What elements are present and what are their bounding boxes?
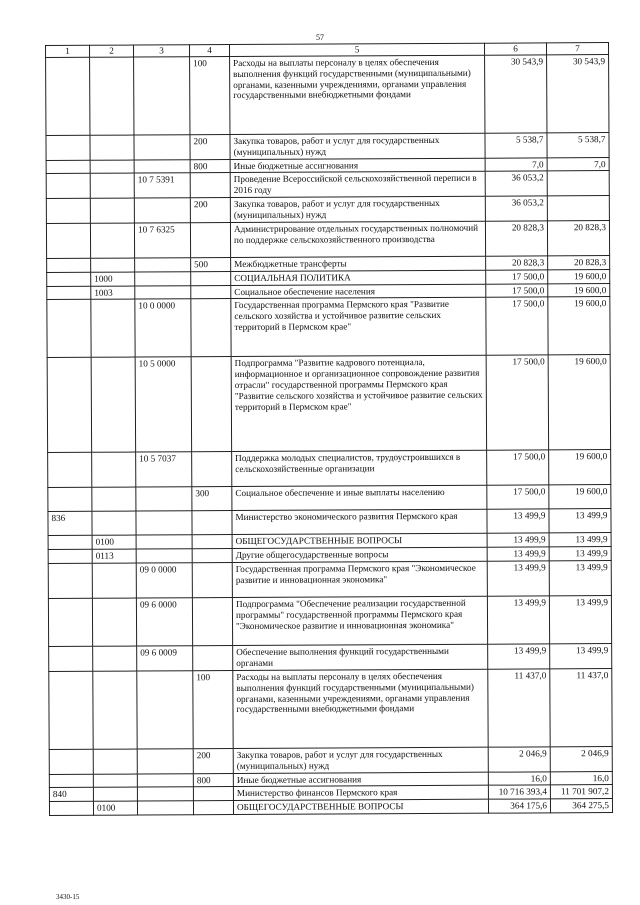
- target-code-cell: 10 7 6325: [134, 223, 190, 258]
- item-name-cell: Администрирование отдельных государственных полномочий по поддержке сельскохозяйственного производства: [230, 221, 485, 257]
- amount-col6-cell: 20 828,3: [485, 221, 547, 256]
- section-code-cell: 0100: [93, 801, 137, 815]
- table-row: [47, 355, 610, 453]
- amount-col7-cell: 13 499,9: [549, 533, 611, 547]
- section-code-cell: 1003: [91, 286, 135, 300]
- amount-col6-cell: 2 046,9: [488, 747, 550, 772]
- amount-col6-cell: 17 500,0: [486, 355, 548, 450]
- page-number: 57: [316, 33, 324, 42]
- item-name-cell: Социальное обеспечение и иные выплаты населению: [232, 486, 487, 511]
- expense-type-cell: 100: [193, 670, 233, 748]
- target-code-cell: [136, 535, 192, 549]
- table-row: [49, 746, 612, 774]
- target-code-cell: 09 0 0000: [136, 563, 192, 598]
- item-name-cell: Иные бюджетные ассигнования: [233, 772, 488, 787]
- ministry-code-cell: [46, 135, 90, 160]
- target-code-cell: [137, 671, 193, 749]
- amount-col6-cell: 13 499,9: [487, 547, 549, 561]
- item-name-cell: Социальное обеспечение населения: [231, 284, 486, 299]
- table-row: [48, 509, 611, 536]
- table-row: [48, 485, 611, 512]
- table-row: [47, 297, 610, 358]
- amount-col7-cell: 13 499,9: [549, 547, 611, 561]
- ministry-code-cell: [49, 671, 93, 749]
- section-code-cell: [92, 511, 136, 535]
- amount-col6-cell: 20 828,3: [486, 256, 548, 270]
- ministry-code-cell: [48, 453, 92, 488]
- header-col-7: 7: [546, 43, 608, 55]
- amount-col6-cell: 13 499,9: [487, 533, 549, 547]
- item-name-cell: Проведение Всероссийской сельскохозяйственной переписи в 2016 году: [230, 172, 485, 198]
- amount-col7-cell: 11 437,0: [550, 668, 612, 746]
- section-code-cell: [90, 198, 134, 223]
- expense-type-cell: [193, 787, 233, 801]
- target-code-cell: 09 6 0009: [137, 646, 193, 671]
- ministry-code-cell: [47, 286, 91, 300]
- target-code-cell: [135, 271, 191, 285]
- header-col-3: 3: [134, 45, 190, 57]
- ministry-code-cell: [46, 223, 90, 258]
- ministry-code-cell: [46, 198, 90, 223]
- amount-col6-cell: 13 499,9: [487, 509, 549, 533]
- ministry-code-cell: [48, 598, 92, 646]
- expense-type-cell: 100: [190, 56, 230, 134]
- amount-col6-cell: 11 437,0: [488, 669, 550, 747]
- amount-col7-cell: 19 600,0: [548, 283, 610, 297]
- amount-col6-cell: 17 500,0: [486, 270, 548, 284]
- item-name-cell: Закупка товаров, работ и услуг для государственных (муниципальных) нужд: [233, 747, 488, 773]
- expense-type-cell: 800: [190, 159, 230, 173]
- item-name-cell: Поддержка молодых специалистов, трудоустроившихся в сельскохозяйственные организации: [232, 451, 487, 487]
- table-row: [48, 561, 611, 599]
- expense-type-cell: 800: [193, 773, 233, 787]
- expense-type-cell: [190, 173, 230, 198]
- ministry-code-cell: [49, 802, 93, 816]
- ministry-code-cell: [49, 774, 93, 788]
- section-code-cell: [93, 646, 137, 671]
- amount-col7-cell: [547, 171, 609, 196]
- amount-col6-cell: 30 543,9: [485, 55, 547, 133]
- amount-col7-cell: 13 499,9: [549, 509, 611, 533]
- expense-type-cell: 200: [190, 198, 230, 223]
- section-code-cell: [91, 299, 135, 357]
- amount-col7-cell: 20 828,3: [548, 255, 610, 269]
- ministry-code-cell: 836: [48, 512, 92, 536]
- target-code-cell: [134, 135, 190, 160]
- amount-col7-cell: 364 275,5: [550, 799, 612, 813]
- amount-col6-cell: 7,0: [485, 157, 547, 171]
- table-row: [46, 132, 609, 160]
- target-code-cell: 10 0 0000: [135, 299, 191, 357]
- item-name-cell: Закупка товаров, работ и услуг для государственных (муниципальных) нужд: [230, 196, 485, 222]
- ministry-code-cell: [47, 358, 91, 453]
- amount-col7-cell: 11 701 907,2: [550, 785, 612, 799]
- amount-col6-cell: 13 499,9: [488, 644, 550, 669]
- item-name-cell: Министерство экономического развития Пермского края: [232, 510, 487, 535]
- amount-col7-cell: 20 828,3: [547, 220, 609, 255]
- table-row: [49, 668, 612, 749]
- footer-code: 3430-15: [56, 893, 80, 901]
- item-name-cell: Подпрограмма "Развитие кадрового потенциала, информационное и организационное сопровождение развития отрасли" государственной программы Пермского края "Развитие сельского хозяйства и устойчивое развитие сельских территорий в Пермском крае": [231, 356, 486, 452]
- amount-col7-cell: 7,0: [547, 157, 609, 171]
- amount-col7-cell: 19 600,0: [549, 450, 611, 485]
- target-code-cell: [135, 258, 191, 272]
- amount-col6-cell: 17 500,0: [487, 485, 549, 509]
- section-code-cell: [93, 671, 137, 749]
- expense-type-cell: [192, 563, 232, 598]
- expense-type-cell: 200: [193, 748, 233, 773]
- ministry-code-cell: [48, 536, 92, 550]
- expense-type-cell: [191, 271, 231, 285]
- section-code-cell: [90, 57, 134, 135]
- ministry-code-cell: [47, 258, 91, 272]
- expense-type-cell: [190, 222, 230, 257]
- expense-type-cell: [193, 801, 233, 815]
- header-col-2: 2: [90, 45, 134, 57]
- section-code-cell: [92, 598, 136, 646]
- table-row: [46, 196, 609, 224]
- amount-col7-cell: 19 600,0: [548, 269, 610, 283]
- expense-type-cell: 300: [192, 487, 232, 511]
- amount-col7-cell: 5 538,7: [547, 132, 609, 157]
- amount-col6-cell: 5 538,7: [485, 133, 547, 158]
- amount-col6-cell: 17 500,0: [486, 297, 548, 355]
- table-row: [49, 799, 612, 816]
- ministry-code-cell: [48, 563, 92, 598]
- target-code-cell: 09 6 0000: [136, 598, 192, 646]
- amount-col7-cell: 30 543,9: [547, 54, 609, 132]
- ministry-code-cell: [48, 488, 92, 512]
- table-row: [48, 596, 611, 647]
- section-code-cell: [93, 774, 137, 788]
- target-code-cell: 10 5 0000: [135, 357, 191, 452]
- amount-col7-cell: 19 600,0: [549, 485, 611, 509]
- section-code-cell: [91, 258, 135, 272]
- item-name-cell: ОБЩЕГОСУДАРСТВЕННЫЕ ВОПРОСЫ: [232, 534, 487, 549]
- expense-type-cell: [192, 511, 232, 535]
- section-code-cell: 0113: [92, 549, 136, 563]
- target-code-cell: [137, 749, 193, 774]
- amount-col6-cell: 364 175,6: [488, 799, 550, 813]
- section-code-cell: [90, 173, 134, 198]
- amount-col7-cell: 2 046,9: [550, 746, 612, 771]
- section-code-cell: 0100: [92, 535, 136, 549]
- item-name-cell: Министерство финансов Пермского края: [233, 786, 488, 801]
- amount-col6-cell: 17 500,0: [486, 283, 548, 297]
- section-code-cell: [90, 223, 134, 258]
- expense-type-cell: [192, 549, 232, 563]
- target-code-cell: [137, 801, 193, 815]
- section-code-cell: [92, 452, 136, 487]
- section-code-cell: [92, 563, 136, 598]
- amount-col7-cell: 16,0: [550, 771, 612, 785]
- expense-type-cell: 200: [190, 134, 230, 159]
- amount-col7-cell: [547, 196, 609, 221]
- expense-type-cell: [191, 299, 231, 357]
- expense-type-cell: [192, 598, 232, 646]
- ministry-code-cell: [49, 646, 93, 671]
- expense-type-cell: [192, 535, 232, 549]
- table-row: [46, 54, 609, 135]
- amount-col6-cell: 16,0: [488, 771, 550, 785]
- amount-col7-cell: 19 600,0: [548, 297, 610, 355]
- amount-col6-cell: 36 053,2: [485, 196, 547, 221]
- ministry-code-cell: [49, 749, 93, 774]
- budget-table: [45, 42, 613, 816]
- amount-col6-cell: 36 053,2: [485, 171, 547, 196]
- amount-col7-cell: 19 600,0: [548, 355, 610, 450]
- expense-type-cell: [191, 285, 231, 299]
- item-name-cell: Обеспечение выполнения функций государственными органами: [233, 644, 488, 670]
- amount-col6-cell: 13 499,9: [487, 596, 549, 644]
- section-code-cell: 1000: [91, 272, 135, 286]
- expense-type-cell: [192, 452, 232, 487]
- target-code-cell: 10 5 7037: [136, 452, 192, 487]
- item-name-cell: Закупка товаров, работ и услуг для государственных (муниципальных) нужд: [230, 133, 485, 159]
- item-name-cell: Расходы на выплаты персоналу в целях обеспечения выполнения функций государственными (муниципальными) органами, казенными учреждениями, органами управления государственными внебюджетными фондами: [233, 669, 488, 748]
- ministry-code-cell: [46, 57, 90, 135]
- item-name-cell: СОЦИАЛЬНАЯ ПОЛИТИКА: [231, 270, 486, 285]
- target-code-cell: [137, 787, 193, 801]
- target-code-cell: [134, 159, 190, 173]
- ministry-code-cell: [47, 300, 91, 358]
- amount-col7-cell: 13 499,9: [550, 644, 612, 669]
- amount-col7-cell: 13 499,9: [549, 561, 611, 596]
- target-code-cell: [136, 487, 192, 511]
- item-name-cell: Иные бюджетные ассигнования: [230, 158, 485, 173]
- amount-col7-cell: 13 499,9: [549, 596, 611, 644]
- amount-col6-cell: 17 500,0: [487, 450, 549, 485]
- header-col-5: 5: [230, 43, 485, 56]
- target-code-cell: [136, 511, 192, 535]
- ministry-code-cell: [48, 550, 92, 564]
- header-col-6: 6: [484, 43, 546, 55]
- table-row: [48, 450, 611, 488]
- section-code-cell: [90, 135, 134, 160]
- header-col-4: 4: [190, 45, 230, 57]
- expense-type-cell: [193, 646, 233, 671]
- table-row: [49, 644, 612, 672]
- section-code-cell: [91, 357, 135, 452]
- item-name-cell: Межбюджетные трансферты: [231, 256, 486, 271]
- section-code-cell: [93, 749, 137, 774]
- ministry-code-cell: 840: [49, 788, 93, 802]
- target-code-cell: [135, 285, 191, 299]
- ministry-code-cell: [46, 160, 90, 174]
- ministry-code-cell: [46, 174, 90, 199]
- amount-col6-cell: 13 499,9: [487, 561, 549, 596]
- target-code-cell: [136, 549, 192, 563]
- expense-type-cell: [191, 357, 231, 452]
- target-code-cell: 10 7 5391: [134, 173, 190, 198]
- section-code-cell: [90, 160, 134, 174]
- section-code-cell: [93, 787, 137, 801]
- target-code-cell: [134, 198, 190, 223]
- table-row: [46, 171, 609, 199]
- section-code-cell: [92, 487, 136, 511]
- item-name-cell: Государственная программа Пермского края "Развитие сельского хозяйства и устойчивое развитие сельских территорий в Пермском крае": [231, 298, 486, 357]
- item-name-cell: Другие общегосударственные вопросы: [232, 548, 487, 563]
- ministry-code-cell: [47, 272, 91, 286]
- item-name-cell: Расходы на выплаты персоналу в целях обеспечения выполнения функций государственными (муниципальными) органами, казенными учреждениями, органами управления государственными внебюджетными фондами: [230, 55, 485, 134]
- item-name-cell: Государственная программа Пермского края "Экономическое развитие и инновационная экономика": [232, 561, 487, 597]
- header-col-1: 1: [46, 45, 90, 57]
- item-name-cell: ОБЩЕГОСУДАРСТВЕННЫЕ ВОПРОСЫ: [233, 800, 488, 815]
- item-name-cell: Подпрограмма "Обеспечение реализации государственной программы" государственной программы Пермского края "Экономическое развитие и инновационная экономика": [232, 596, 487, 645]
- amount-col6-cell: 10 716 393,4: [488, 785, 550, 799]
- expense-type-cell: 500: [191, 257, 231, 271]
- table-row: [46, 220, 609, 258]
- target-code-cell: [134, 57, 190, 135]
- target-code-cell: [137, 773, 193, 787]
